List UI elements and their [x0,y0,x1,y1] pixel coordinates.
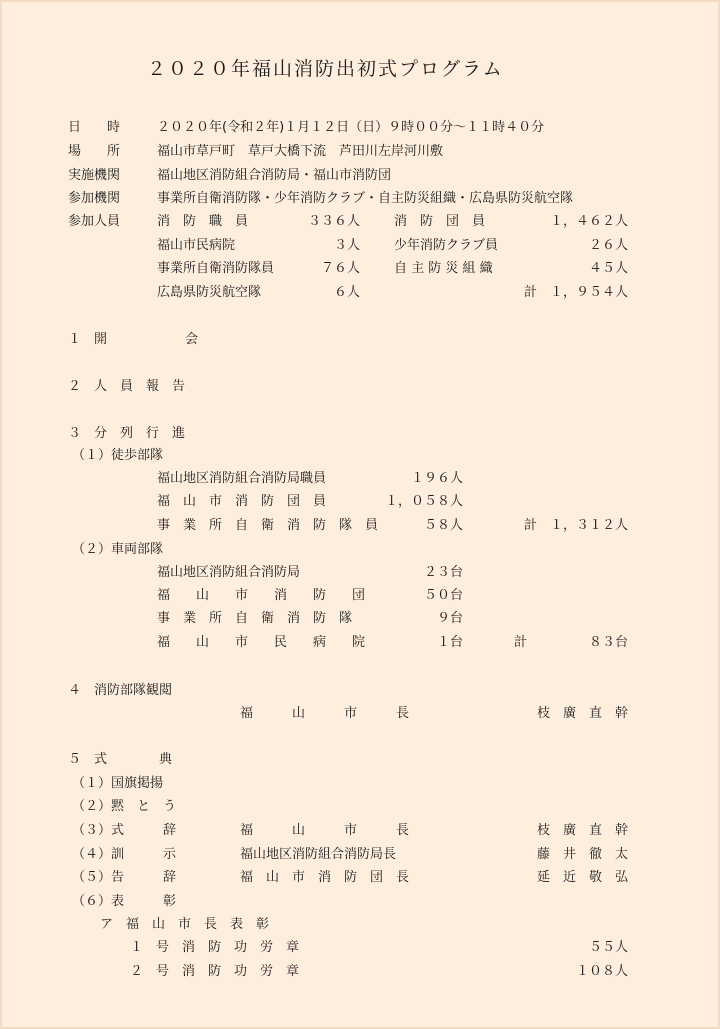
speech-role: 福 山 市 消 防 団 長 [240,870,410,885]
people-name: 事業所自衛消防隊員 [157,261,275,276]
ceremony-flag-raising: （１）国旗掲揚 [72,776,164,791]
people-name: 自 主 防 災 組 織 [394,261,493,276]
vehicle-unit-count: ９台 [436,611,463,626]
vehicle-unit-name: 福 山 市 民 病 院 [157,635,366,650]
page-title: ２０２０年福山消防出初式プログラム [147,58,504,80]
people-count: ３３６人 [307,214,360,229]
walk-unit-total: 計 １，３１２人 [523,518,628,533]
date-value: ２０２０年(令和２年)１月１２日（日）９時００分～１１時４０分 [157,120,545,135]
people-count: ２６人 [588,238,628,253]
review-role: 福 山 市 長 [240,706,410,721]
address-person: 枝 廣 直 幹 [536,823,628,838]
people-name: 少年消防クラブ員 [394,238,499,253]
date-label: 日 時 [68,120,121,135]
people-count: １，４６２人 [549,214,628,229]
award-count: ５５人 [588,940,628,955]
people-name: 広島県防災航空隊 [157,285,262,300]
walk-unit-name: 福山地区消防組合消防局職員 [157,471,327,486]
vehicle-total-label: 計 [514,635,528,650]
award-name: １ 号 消 防 功 労 章 [130,940,300,955]
speech-person: 延 近 敬 弘 [536,870,628,885]
people-name: 消 防 職 員 [157,214,249,229]
section-roll-call: ２ 人 員 報 告 [68,379,186,394]
instruction-role: 福山地区消防組合消防局長 [240,847,397,862]
people-count: ６人 [333,285,360,300]
vehicle-unit-count: ２３台 [423,565,463,580]
people-label: 参加人員 [68,214,121,229]
walk-unit-name: 事 業 所 自 衛 消 防 隊 員 [157,518,379,533]
ceremony-silent-prayer: （２）黙 と う [72,799,177,814]
vehicle-unit-count: ５０台 [423,588,463,603]
organizer-value: 福山地区消防組合消防局・福山市消防団 [157,168,392,183]
section-parade: ３ 分 列 行 進 [68,426,186,441]
vehicle-unit-count: １台 [436,635,463,650]
place-value: 福山市草戸町 草戸大橋下流 芦田川左岸河川敷 [157,144,444,159]
vehicle-unit-name: 事 業 所 自 衛 消 防 隊 [157,611,353,626]
mayor-award-heading: ア 福 山 市 長 表 彰 [100,917,270,932]
walk-unit-count: １，０５８人 [384,494,463,509]
walk-unit-name: 福 山 市 消 防 団 員 [157,494,327,509]
instruction-person: 藤 井 徹 太 [536,847,628,862]
people-name: 福山市民病院 [157,238,236,253]
award-count: １０８人 [575,964,628,979]
place-label: 場 所 [68,144,121,159]
review-person: 枝 廣 直 幹 [536,706,628,721]
walk-unit-count: １９６人 [410,471,463,486]
ceremony-address: （３）式 辞 [72,823,177,838]
vehicle-unit-name: 福山地区消防組合消防局 [157,565,301,580]
section-ceremony: ５ 式 典 [68,752,173,767]
award-name: ２ 号 消 防 功 労 章 [130,964,300,979]
people-count: ７６人 [320,261,360,276]
vehicle-unit-name: 福 山 市 消 防 団 [157,588,366,603]
participants-label: 参加機関 [68,191,121,206]
walk-unit-count: ５８人 [423,518,463,533]
section-opening: １ 開 会 [68,332,199,347]
participants-value: 事業所自衛消防隊・少年消防クラブ・自主防災組織・広島県防災航空隊 [157,191,574,206]
ceremony-speech: （５）告 辞 [72,870,177,885]
people-name: 消 防 団 員 [394,214,486,229]
ceremony-instruction: （４）訓 示 [72,847,177,862]
organizer-label: 実施機関 [68,168,121,183]
subsection-walking-units: （１）徒歩部隊 [72,448,164,463]
ceremony-awards: （６）表 彰 [72,894,177,909]
address-role: 福 山 市 長 [240,823,410,838]
subsection-vehicle-units: （２）車両部隊 [72,542,164,557]
vehicle-unit-total: ８３台 [588,635,628,650]
people-count: ４５人 [588,261,628,276]
people-count: ３人 [333,238,360,253]
people-total: 計 １，９５４人 [523,285,628,300]
section-review: ４ 消防部隊観閲 [68,683,173,698]
